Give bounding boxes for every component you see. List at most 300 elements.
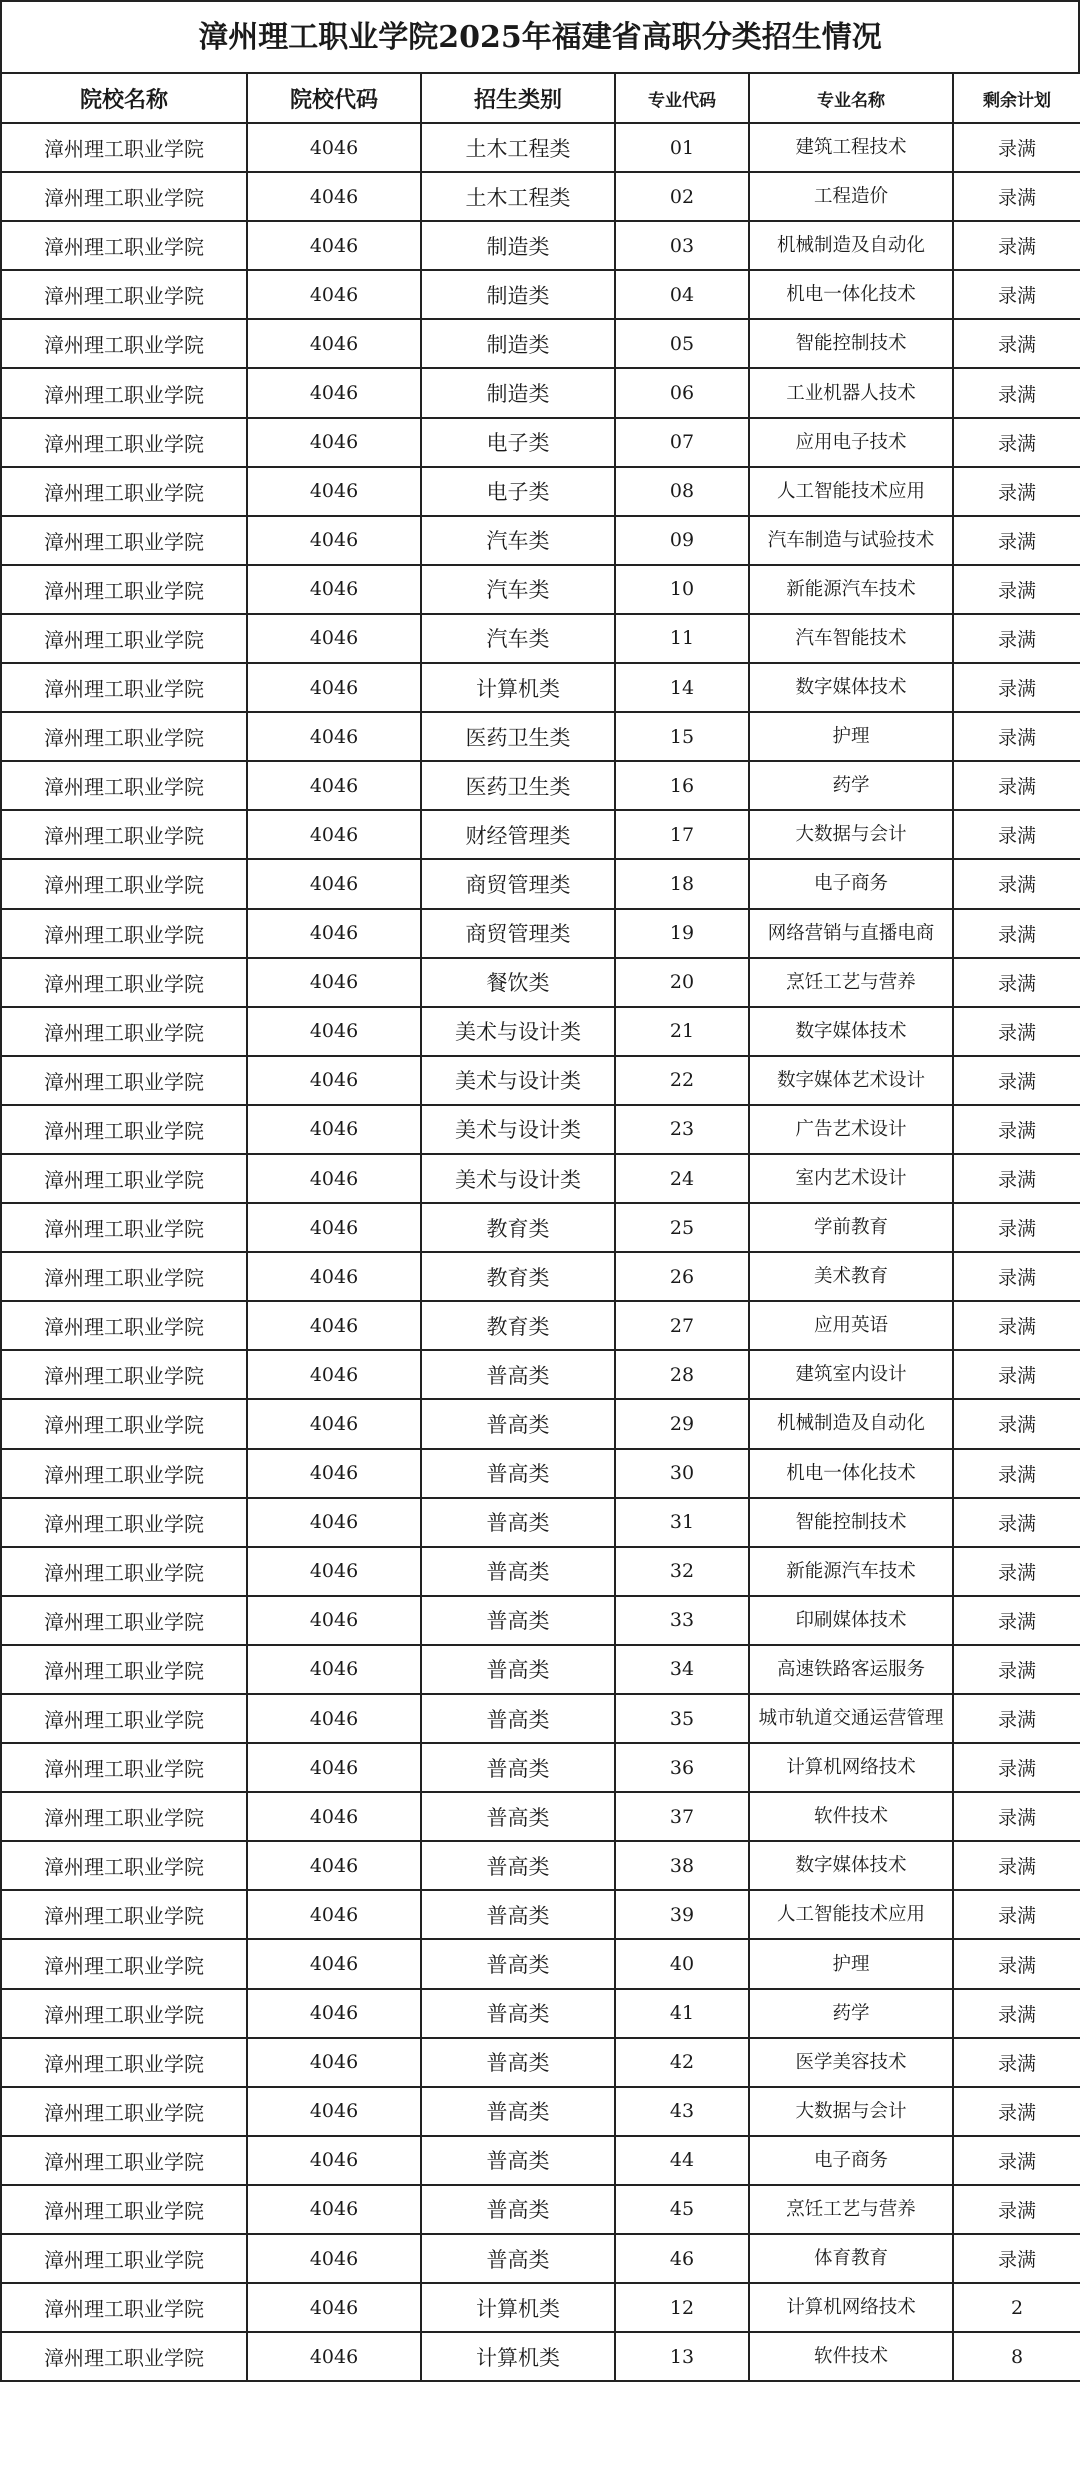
school-code-cell: 4046 — [247, 1399, 421, 1448]
school-code-cell: 4046 — [247, 810, 421, 859]
major-code-cell: 12 — [615, 2283, 749, 2332]
remaining-plan-cell: 录满 — [953, 319, 1080, 368]
remaining-plan-cell: 录满 — [953, 2234, 1080, 2283]
school-name-cell: 漳州理工职业学院 — [1, 418, 247, 467]
major-code-cell: 08 — [615, 467, 749, 516]
school-code-cell: 4046 — [247, 1449, 421, 1498]
major-code-cell: 18 — [615, 859, 749, 908]
major-code-cell: 25 — [615, 1203, 749, 1252]
remaining-plan-cell: 录满 — [953, 663, 1080, 712]
table-row — [1, 1792, 1080, 1841]
school-name-cell: 漳州理工职业学院 — [1, 614, 247, 663]
category-cell: 制造类 — [421, 270, 615, 319]
major-name-cell: 软件技术 — [749, 1792, 953, 1841]
school-name-cell: 漳州理工职业学院 — [1, 859, 247, 908]
table-row — [1, 1694, 1080, 1743]
remaining-plan-cell: 录满 — [953, 1105, 1080, 1154]
major-name-cell: 应用英语 — [749, 1301, 953, 1350]
category-cell: 美术与设计类 — [421, 1007, 615, 1056]
school-code-cell: 4046 — [247, 2332, 421, 2381]
table-row — [1, 663, 1080, 712]
table-row — [1, 614, 1080, 663]
category-cell: 电子类 — [421, 467, 615, 516]
school-code-cell: 4046 — [247, 2136, 421, 2185]
major-code-cell: 42 — [615, 2038, 749, 2087]
school-name-cell: 漳州理工职业学院 — [1, 123, 247, 172]
major-code-cell: 07 — [615, 418, 749, 467]
major-code-cell: 16 — [615, 761, 749, 810]
school-name-cell: 漳州理工职业学院 — [1, 1498, 247, 1547]
major-code-cell: 35 — [615, 1694, 749, 1743]
school-name-cell: 漳州理工职业学院 — [1, 2185, 247, 2234]
category-cell: 教育类 — [421, 1203, 615, 1252]
school-code-cell: 4046 — [247, 1105, 421, 1154]
school-name-cell: 漳州理工职业学院 — [1, 221, 247, 270]
major-name-cell: 智能控制技术 — [749, 1498, 953, 1547]
major-name-cell: 数字媒体技术 — [749, 1841, 953, 1890]
remaining-plan-cell: 录满 — [953, 1939, 1080, 1988]
school-name-cell: 漳州理工职业学院 — [1, 2038, 247, 2087]
school-code-cell: 4046 — [247, 418, 421, 467]
table-row — [1, 2283, 1080, 2332]
table-row — [1, 1841, 1080, 1890]
major-code-cell: 03 — [615, 221, 749, 270]
major-code-cell: 17 — [615, 810, 749, 859]
school-code-cell: 4046 — [247, 270, 421, 319]
category-cell: 汽车类 — [421, 614, 615, 663]
table-row — [1, 2332, 1080, 2381]
category-cell: 美术与设计类 — [421, 1105, 615, 1154]
table-row — [1, 172, 1080, 221]
school-code-cell: 4046 — [247, 1694, 421, 1743]
category-cell: 计算机类 — [421, 2283, 615, 2332]
school-code-cell: 4046 — [247, 1498, 421, 1547]
header-major-code: 专业代码 — [615, 73, 749, 123]
major-name-cell: 烹饪工艺与营养 — [749, 2185, 953, 2234]
school-code-cell: 4046 — [247, 1841, 421, 1890]
major-name-cell: 汽车制造与试验技术 — [749, 516, 953, 565]
remaining-plan-cell: 录满 — [953, 1350, 1080, 1399]
remaining-plan-cell: 录满 — [953, 859, 1080, 908]
remaining-plan-cell: 录满 — [953, 1694, 1080, 1743]
table-row — [1, 1743, 1080, 1792]
major-name-cell: 护理 — [749, 712, 953, 761]
major-code-cell: 33 — [615, 1596, 749, 1645]
remaining-plan-cell: 录满 — [953, 516, 1080, 565]
school-name-cell: 漳州理工职业学院 — [1, 1547, 247, 1596]
major-name-cell: 机械制造及自动化 — [749, 1399, 953, 1448]
remaining-plan-cell: 录满 — [953, 1596, 1080, 1645]
school-name-cell: 漳州理工职业学院 — [1, 1596, 247, 1645]
school-code-cell: 4046 — [247, 319, 421, 368]
category-cell: 普高类 — [421, 1792, 615, 1841]
table-row — [1, 761, 1080, 810]
major-name-cell: 学前教育 — [749, 1203, 953, 1252]
header-row — [1, 73, 1080, 123]
table-row — [1, 2136, 1080, 2185]
category-cell: 普高类 — [421, 2185, 615, 2234]
remaining-plan-cell: 录满 — [953, 1449, 1080, 1498]
major-name-cell: 电子商务 — [749, 2136, 953, 2185]
school-code-cell: 4046 — [247, 1350, 421, 1399]
table-row — [1, 1596, 1080, 1645]
school-code-cell: 4046 — [247, 1547, 421, 1596]
school-code-cell: 4046 — [247, 614, 421, 663]
school-name-cell: 漳州理工职业学院 — [1, 1350, 247, 1399]
major-name-cell: 高速铁路客运服务 — [749, 1645, 953, 1694]
school-code-cell: 4046 — [247, 1301, 421, 1350]
major-code-cell: 24 — [615, 1154, 749, 1203]
school-code-cell: 4046 — [247, 1890, 421, 1939]
remaining-plan-cell: 8 — [953, 2332, 1080, 2381]
remaining-plan-cell: 录满 — [953, 909, 1080, 958]
school-name-cell: 漳州理工职业学院 — [1, 172, 247, 221]
category-cell: 医药卫生类 — [421, 761, 615, 810]
major-name-cell: 烹饪工艺与营养 — [749, 958, 953, 1007]
school-name-cell: 漳州理工职业学院 — [1, 1203, 247, 1252]
major-name-cell: 机电一体化技术 — [749, 1449, 953, 1498]
school-name-cell: 漳州理工职业学院 — [1, 2283, 247, 2332]
remaining-plan-cell: 录满 — [953, 810, 1080, 859]
major-name-cell: 建筑室内设计 — [749, 1350, 953, 1399]
school-code-cell: 4046 — [247, 1645, 421, 1694]
major-code-cell: 45 — [615, 2185, 749, 2234]
table-row — [1, 1105, 1080, 1154]
major-code-cell: 34 — [615, 1645, 749, 1694]
remaining-plan-cell: 录满 — [953, 2038, 1080, 2087]
school-code-cell: 4046 — [247, 467, 421, 516]
school-code-cell: 4046 — [247, 859, 421, 908]
major-name-cell: 机电一体化技术 — [749, 270, 953, 319]
table-row — [1, 319, 1080, 368]
category-cell: 制造类 — [421, 368, 615, 417]
category-cell: 财经管理类 — [421, 810, 615, 859]
school-code-cell: 4046 — [247, 368, 421, 417]
school-name-cell: 漳州理工职业学院 — [1, 1056, 247, 1105]
major-name-cell: 药学 — [749, 761, 953, 810]
header-school-code: 院校代码 — [247, 73, 421, 123]
school-code-cell: 4046 — [247, 2087, 421, 2136]
remaining-plan-cell: 录满 — [953, 1056, 1080, 1105]
school-code-cell: 4046 — [247, 1056, 421, 1105]
remaining-plan-cell: 录满 — [953, 565, 1080, 614]
table-row — [1, 2234, 1080, 2283]
remaining-plan-cell: 录满 — [953, 368, 1080, 417]
major-name-cell: 医学美容技术 — [749, 2038, 953, 2087]
category-cell: 汽车类 — [421, 516, 615, 565]
school-code-cell: 4046 — [247, 1154, 421, 1203]
major-code-cell: 32 — [615, 1547, 749, 1596]
table-row — [1, 1154, 1080, 1203]
remaining-plan-cell: 录满 — [953, 614, 1080, 663]
major-code-cell: 40 — [615, 1939, 749, 1988]
table-row — [1, 1056, 1080, 1105]
major-name-cell: 大数据与会计 — [749, 810, 953, 859]
school-code-cell: 4046 — [247, 1792, 421, 1841]
major-code-cell: 15 — [615, 712, 749, 761]
table-row — [1, 221, 1080, 270]
remaining-plan-cell: 录满 — [953, 1007, 1080, 1056]
major-name-cell: 网络营销与直播电商 — [749, 909, 953, 958]
major-code-cell: 29 — [615, 1399, 749, 1448]
remaining-plan-cell: 录满 — [953, 467, 1080, 516]
remaining-plan-cell: 录满 — [953, 2136, 1080, 2185]
table-row — [1, 467, 1080, 516]
school-code-cell: 4046 — [247, 1203, 421, 1252]
category-cell: 普高类 — [421, 1449, 615, 1498]
remaining-plan-cell: 录满 — [953, 1841, 1080, 1890]
category-cell: 普高类 — [421, 1989, 615, 2038]
remaining-plan-cell: 录满 — [953, 958, 1080, 1007]
remaining-plan-cell: 录满 — [953, 221, 1080, 270]
major-name-cell: 护理 — [749, 1939, 953, 1988]
remaining-plan-cell: 2 — [953, 2283, 1080, 2332]
school-name-cell: 漳州理工职业学院 — [1, 2136, 247, 2185]
school-name-cell: 漳州理工职业学院 — [1, 1989, 247, 2038]
school-code-cell: 4046 — [247, 663, 421, 712]
major-code-cell: 11 — [615, 614, 749, 663]
major-code-cell: 09 — [615, 516, 749, 565]
major-code-cell: 06 — [615, 368, 749, 417]
category-cell: 普高类 — [421, 1890, 615, 1939]
school-name-cell: 漳州理工职业学院 — [1, 1645, 247, 1694]
table-row — [1, 909, 1080, 958]
school-name-cell: 漳州理工职业学院 — [1, 909, 247, 958]
remaining-plan-cell: 录满 — [953, 1252, 1080, 1301]
table-row — [1, 1498, 1080, 1547]
major-name-cell: 数字媒体技术 — [749, 663, 953, 712]
remaining-plan-cell: 录满 — [953, 1154, 1080, 1203]
school-name-cell: 漳州理工职业学院 — [1, 663, 247, 712]
major-code-cell: 21 — [615, 1007, 749, 1056]
school-code-cell: 4046 — [247, 1007, 421, 1056]
school-code-cell: 4046 — [247, 761, 421, 810]
major-name-cell: 广告艺术设计 — [749, 1105, 953, 1154]
school-code-cell: 4046 — [247, 172, 421, 221]
school-name-cell: 漳州理工职业学院 — [1, 1743, 247, 1792]
category-cell: 普高类 — [421, 1645, 615, 1694]
table-row — [1, 958, 1080, 1007]
category-cell: 普高类 — [421, 1694, 615, 1743]
major-name-cell: 工程造价 — [749, 172, 953, 221]
major-code-cell: 31 — [615, 1498, 749, 1547]
major-name-cell: 计算机网络技术 — [749, 1743, 953, 1792]
remaining-plan-cell: 录满 — [953, 1890, 1080, 1939]
major-name-cell: 数字媒体艺术设计 — [749, 1056, 953, 1105]
major-name-cell: 人工智能技术应用 — [749, 467, 953, 516]
remaining-plan-cell: 录满 — [953, 712, 1080, 761]
remaining-plan-cell: 录满 — [953, 123, 1080, 172]
table-row — [1, 1399, 1080, 1448]
category-cell: 普高类 — [421, 1743, 615, 1792]
major-name-cell: 体育教育 — [749, 2234, 953, 2283]
major-name-cell: 大数据与会计 — [749, 2087, 953, 2136]
school-code-cell: 4046 — [247, 2234, 421, 2283]
category-cell: 商贸管理类 — [421, 909, 615, 958]
major-code-cell: 27 — [615, 1301, 749, 1350]
school-name-cell: 漳州理工职业学院 — [1, 319, 247, 368]
major-name-cell: 建筑工程技术 — [749, 123, 953, 172]
school-name-cell: 漳州理工职业学院 — [1, 1841, 247, 1890]
remaining-plan-cell: 录满 — [953, 1399, 1080, 1448]
major-code-cell: 26 — [615, 1252, 749, 1301]
table-row — [1, 1350, 1080, 1399]
table-header — [1, 73, 1080, 123]
school-code-cell: 4046 — [247, 1743, 421, 1792]
table-body — [1, 123, 1080, 2381]
category-cell: 普高类 — [421, 1498, 615, 1547]
school-code-cell: 4046 — [247, 2038, 421, 2087]
remaining-plan-cell: 录满 — [953, 1301, 1080, 1350]
category-cell: 土木工程类 — [421, 172, 615, 221]
table-row — [1, 2087, 1080, 2136]
major-code-cell: 43 — [615, 2087, 749, 2136]
major-code-cell: 10 — [615, 565, 749, 614]
major-code-cell: 44 — [615, 2136, 749, 2185]
major-code-cell: 41 — [615, 1989, 749, 2038]
school-name-cell: 漳州理工职业学院 — [1, 1792, 247, 1841]
major-name-cell: 美术教育 — [749, 1252, 953, 1301]
category-cell: 普高类 — [421, 1399, 615, 1448]
school-name-cell: 漳州理工职业学院 — [1, 1154, 247, 1203]
remaining-plan-cell: 录满 — [953, 1792, 1080, 1841]
school-code-cell: 4046 — [247, 123, 421, 172]
category-cell: 计算机类 — [421, 663, 615, 712]
school-name-cell: 漳州理工职业学院 — [1, 1449, 247, 1498]
major-name-cell: 药学 — [749, 1989, 953, 2038]
category-cell: 制造类 — [421, 221, 615, 270]
school-name-cell: 漳州理工职业学院 — [1, 761, 247, 810]
remaining-plan-cell: 录满 — [953, 270, 1080, 319]
table-row — [1, 270, 1080, 319]
major-code-cell: 13 — [615, 2332, 749, 2381]
school-name-cell: 漳州理工职业学院 — [1, 1399, 247, 1448]
school-code-cell: 4046 — [247, 712, 421, 761]
major-name-cell: 数字媒体技术 — [749, 1007, 953, 1056]
category-cell: 教育类 — [421, 1301, 615, 1350]
school-name-cell: 漳州理工职业学院 — [1, 1939, 247, 1988]
school-name-cell: 漳州理工职业学院 — [1, 565, 247, 614]
major-code-cell: 37 — [615, 1792, 749, 1841]
table-row — [1, 1939, 1080, 1988]
table-row — [1, 565, 1080, 614]
category-cell: 汽车类 — [421, 565, 615, 614]
major-name-cell: 工业机器人技术 — [749, 368, 953, 417]
major-name-cell: 城市轨道交通运营管理 — [749, 1694, 953, 1743]
category-cell: 美术与设计类 — [421, 1154, 615, 1203]
remaining-plan-cell: 录满 — [953, 172, 1080, 221]
table-row — [1, 123, 1080, 172]
major-name-cell: 汽车智能技术 — [749, 614, 953, 663]
enrollment-table — [0, 72, 1080, 2382]
major-name-cell: 新能源汽车技术 — [749, 1547, 953, 1596]
school-code-cell: 4046 — [247, 1596, 421, 1645]
major-code-cell: 46 — [615, 2234, 749, 2283]
category-cell: 美术与设计类 — [421, 1056, 615, 1105]
category-cell: 普高类 — [421, 1841, 615, 1890]
major-name-cell: 印刷媒体技术 — [749, 1596, 953, 1645]
page-title: 漳州理工职业学院2025年福建省高职分类招生情况 — [0, 0, 1080, 72]
major-name-cell: 机械制造及自动化 — [749, 221, 953, 270]
major-name-cell: 智能控制技术 — [749, 319, 953, 368]
school-name-cell: 漳州理工职业学院 — [1, 712, 247, 761]
table-row — [1, 368, 1080, 417]
category-cell: 计算机类 — [421, 2332, 615, 2381]
major-code-cell: 14 — [615, 663, 749, 712]
category-cell: 电子类 — [421, 418, 615, 467]
table-row — [1, 712, 1080, 761]
school-name-cell: 漳州理工职业学院 — [1, 810, 247, 859]
school-code-cell: 4046 — [247, 221, 421, 270]
remaining-plan-cell: 录满 — [953, 1743, 1080, 1792]
major-code-cell: 36 — [615, 1743, 749, 1792]
table-row — [1, 859, 1080, 908]
table-row — [1, 810, 1080, 859]
major-name-cell: 应用电子技术 — [749, 418, 953, 467]
table-row — [1, 1645, 1080, 1694]
major-name-cell: 软件技术 — [749, 2332, 953, 2381]
category-cell: 普高类 — [421, 1596, 615, 1645]
major-code-cell: 28 — [615, 1350, 749, 1399]
category-cell: 普高类 — [421, 2234, 615, 2283]
category-cell: 普高类 — [421, 1350, 615, 1399]
major-code-cell: 20 — [615, 958, 749, 1007]
remaining-plan-cell: 录满 — [953, 1547, 1080, 1596]
school-name-cell: 漳州理工职业学院 — [1, 2332, 247, 2381]
category-cell: 制造类 — [421, 319, 615, 368]
major-code-cell: 05 — [615, 319, 749, 368]
school-code-cell: 4046 — [247, 1252, 421, 1301]
remaining-plan-cell: 录满 — [953, 2087, 1080, 2136]
school-name-cell: 漳州理工职业学院 — [1, 1694, 247, 1743]
school-code-cell: 4046 — [247, 958, 421, 1007]
header-category: 招生类别 — [421, 73, 615, 123]
school-name-cell: 漳州理工职业学院 — [1, 368, 247, 417]
school-name-cell: 漳州理工职业学院 — [1, 2234, 247, 2283]
school-name-cell: 漳州理工职业学院 — [1, 516, 247, 565]
major-code-cell: 22 — [615, 1056, 749, 1105]
major-code-cell: 19 — [615, 909, 749, 958]
school-name-cell: 漳州理工职业学院 — [1, 1890, 247, 1939]
school-code-cell: 4046 — [247, 2283, 421, 2332]
category-cell: 商贸管理类 — [421, 859, 615, 908]
category-cell: 教育类 — [421, 1252, 615, 1301]
major-name-cell: 室内艺术设计 — [749, 1154, 953, 1203]
major-name-cell: 新能源汽车技术 — [749, 565, 953, 614]
table-row — [1, 418, 1080, 467]
major-code-cell: 30 — [615, 1449, 749, 1498]
category-cell: 土木工程类 — [421, 123, 615, 172]
table-row — [1, 1890, 1080, 1939]
category-cell: 医药卫生类 — [421, 712, 615, 761]
school-name-cell: 漳州理工职业学院 — [1, 1007, 247, 1056]
remaining-plan-cell: 录满 — [953, 761, 1080, 810]
header-remaining-plan: 剩余计划 — [953, 73, 1080, 123]
table-row — [1, 1449, 1080, 1498]
table-row — [1, 1989, 1080, 2038]
table-row — [1, 2038, 1080, 2087]
table-row — [1, 1547, 1080, 1596]
major-name-cell: 人工智能技术应用 — [749, 1890, 953, 1939]
school-code-cell: 4046 — [247, 565, 421, 614]
category-cell: 普高类 — [421, 2136, 615, 2185]
category-cell: 普高类 — [421, 2087, 615, 2136]
table-row — [1, 1301, 1080, 1350]
major-code-cell: 38 — [615, 1841, 749, 1890]
major-name-cell: 计算机网络技术 — [749, 2283, 953, 2332]
school-code-cell: 4046 — [247, 2185, 421, 2234]
remaining-plan-cell: 录满 — [953, 418, 1080, 467]
